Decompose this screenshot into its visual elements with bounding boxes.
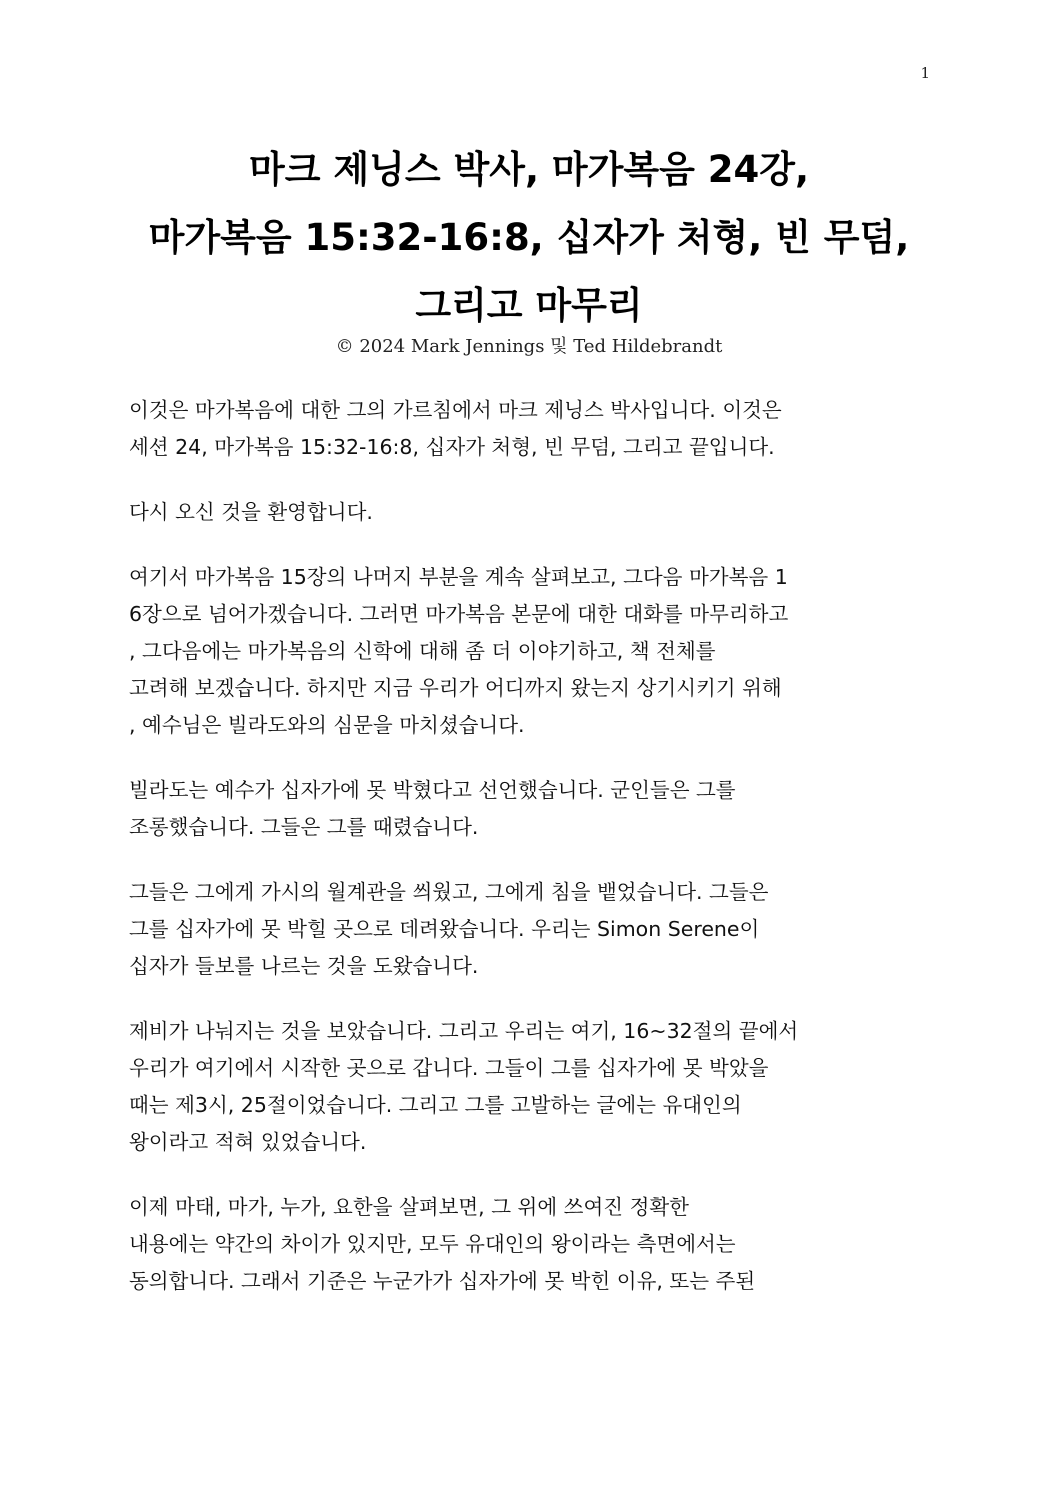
text-line: 6장으로 넘어가겠습니다. 그러면 마가복음 본문에 대한 대화를 마무리하고 [129, 602, 789, 626]
text-line: 때는 제3시, 25절이었습니다. 그리고 그를 고발하는 글에는 유대인의 [129, 1093, 742, 1117]
text-line: 동의합니다. 그래서 기준은 누군가가 십자가에 못 박힌 이유, 또는 주된 [129, 1269, 756, 1293]
text-line: 여기서 마가복음 15장의 나머지 부분을 계속 살펴보고, 그다음 마가복음 1 [129, 565, 788, 589]
body-text [129, 392, 929, 1328]
title-line: 마가복음 15:32-16:8, 십자가 처형, 빈 무덤, [148, 216, 910, 259]
text-line: 조롱했습니다. 그들은 그를 때렸습니다. [129, 815, 479, 839]
title-line: 마크 제닝스 박사, 마가복음 24강, [248, 148, 810, 191]
paragraph-gospels [129, 1189, 929, 1300]
text-line: , 그다음에는 마가복음의 신학에 대해 좀 더 이야기하고, 책 전체를 [129, 639, 716, 663]
text-line: 내용에는 약간의 차이가 있지만, 모두 유대인의 왕이라는 측면에서는 [129, 1232, 736, 1256]
text-line: 이제 마태, 마가, 누가, 요한을 살펴보면, 그 위에 쓰여진 정확한 [129, 1195, 689, 1219]
paragraph-intro [129, 392, 929, 466]
text-line: 이것은 마가복음에 대한 그의 가르침에서 마크 제닝스 박사입니다. 이것은 [129, 398, 782, 422]
text-line: 제비가 나눠지는 것을 보았습니다. 그리고 우리는 여기, 16~32절의 끝에서 [129, 1019, 799, 1043]
text-line: 십자가 들보를 나르는 것을 도왔습니다. [129, 954, 479, 978]
text-line: , 예수님은 빌라도와의 심문을 마치셨습니다. [129, 713, 525, 737]
paragraph-overview [129, 559, 929, 744]
text-line: 그들은 그에게 가시의 월계관을 씌웠고, 그에게 침을 뱉었습니다. 그들은 [129, 880, 769, 904]
page-number: 1 [920, 64, 930, 82]
paragraph-lots [129, 1013, 929, 1161]
paragraph-pilate [129, 772, 929, 846]
paragraph-crown [129, 874, 929, 985]
copyright-notice: © 2024 Mark Jennings 및 Ted Hildebrandt [335, 336, 723, 357]
text-line: 그를 십자가에 못 박힐 곳으로 데려왔습니다. 우리는 Simon Serene이 [129, 917, 760, 941]
document-title [80, 136, 978, 340]
text-line: 고려해 보겠습니다. 하지만 지금 우리가 어디까지 왔는지 상기시키기 위해 [129, 676, 782, 700]
title-line: 그리고 마무리 [415, 284, 643, 327]
paragraph-welcome [129, 494, 929, 531]
text-line: 다시 오신 것을 환영합니다. [129, 500, 373, 524]
text-line: 세션 24, 마가복음 15:32-16:8, 십자가 처형, 빈 무덤, 그리고 끝입니다. [129, 435, 775, 459]
text-line: 빌라도는 예수가 십자가에 못 박혔다고 선언했습니다. 군인들은 그를 [129, 778, 736, 802]
text-line: 우리가 여기에서 시작한 곳으로 갑니다. 그들이 그를 십자가에 못 박았을 [129, 1056, 769, 1080]
text-line: 왕이라고 적혀 있었습니다. [129, 1130, 367, 1154]
